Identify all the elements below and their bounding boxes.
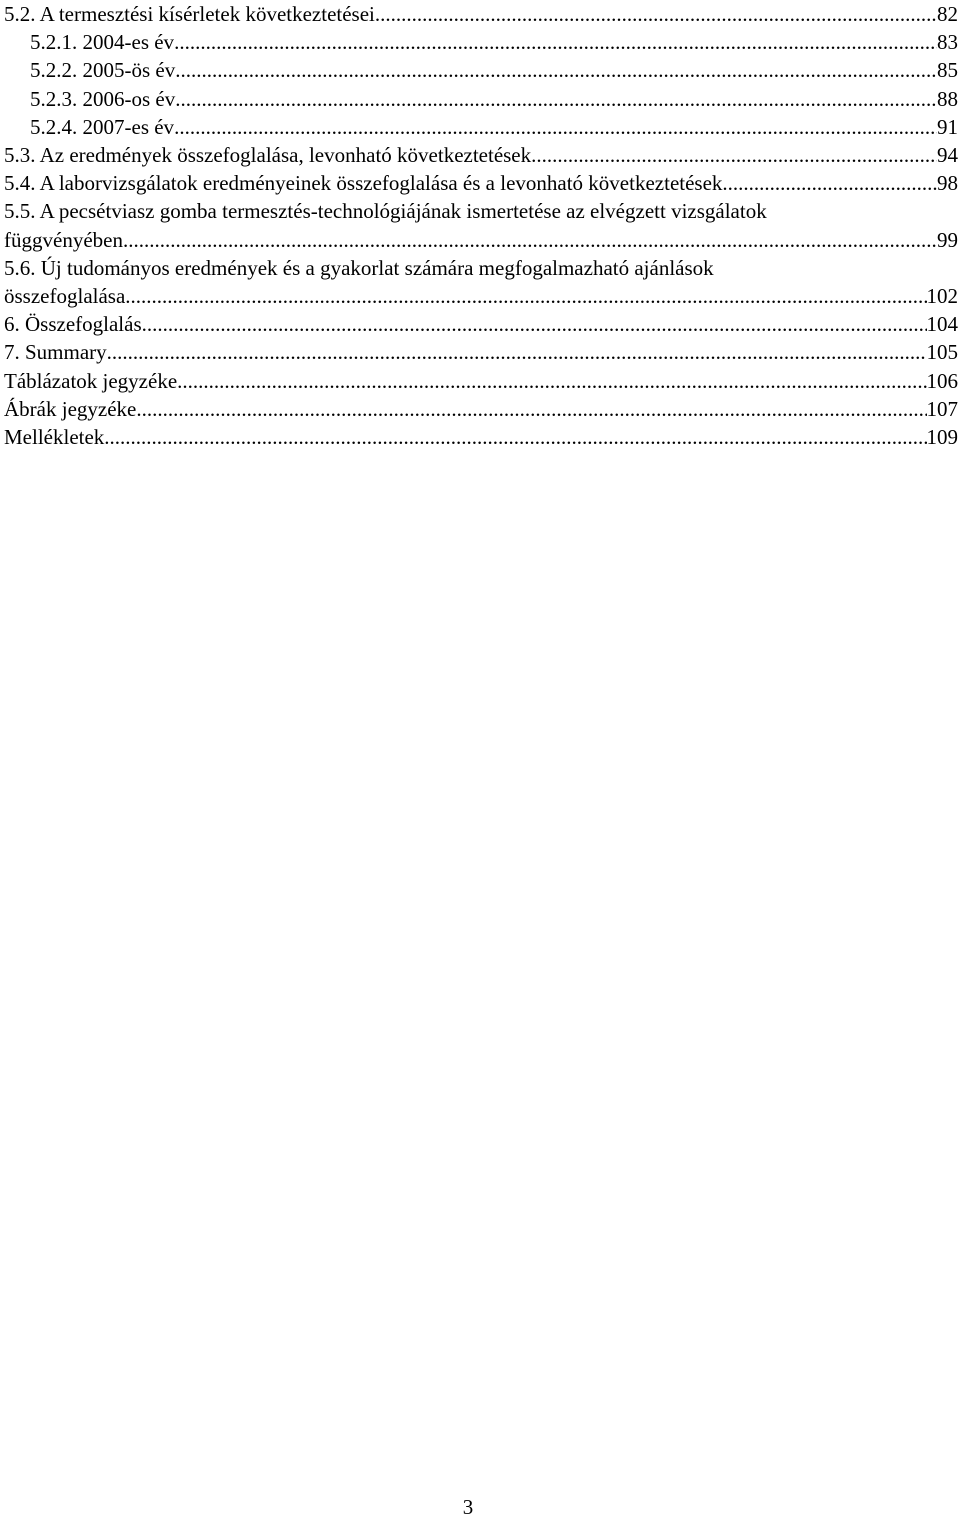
toc-entry-page: 102 [926,284,958,309]
toc-row [4,310,958,338]
toc-row [4,338,958,366]
dot-leader [136,395,926,423]
toc-entry-page: 83 [937,30,958,55]
toc-entry[interactable] [4,85,958,113]
toc-entry-title: 5.2.1. 2004-es év [30,30,175,55]
toc-entry[interactable] [4,0,958,28]
toc-entry-page: 88 [937,86,958,111]
toc-row [4,423,958,451]
dot-leader [177,367,926,395]
dot-leader [175,85,937,113]
dot-leader [142,310,927,338]
dot-leader [123,226,937,254]
toc-row [4,169,958,197]
page-number: 3 [462,1495,474,1519]
toc-entry-title: 5.2.4. 2007-es év [30,114,175,139]
toc-entry-first-line: 5.6. Új tudományos eredmények és a gyakorlat számára megfogalmazható ajánlások [4,255,714,280]
table-of-contents [4,0,958,451]
toc-entry-page: 104 [926,312,958,337]
toc-entry[interactable] [4,338,958,366]
dot-leader [531,141,937,169]
toc-entry-page: 107 [926,396,958,421]
dot-leader [174,113,937,141]
dot-leader [107,338,927,366]
toc-entry-page: 91 [937,114,958,139]
toc-entry[interactable] [4,310,958,338]
toc-entry-page: 98 [937,171,958,196]
dot-leader [174,28,937,56]
toc-entry-title: 5.2.2. 2005-ös év [30,58,176,83]
dot-leader [175,56,937,84]
toc-entry[interactable] [4,56,958,84]
toc-entry[interactable] [4,169,958,197]
toc-entry-title: 5.3. Az eredmények összefoglalása, levonható következtetések [4,143,532,168]
toc-entry-title: Táblázatok jegyzéke [4,368,178,393]
toc-entry-page: 85 [937,58,958,83]
toc-entry-page: 99 [937,227,958,252]
toc-entry-page: 82 [937,2,958,26]
toc-entry-title: Mellékletek [4,425,105,450]
toc-entry-title: 6. Összefoglalás [4,312,142,337]
toc-row [4,282,958,310]
toc-entry-page: 109 [926,425,958,450]
toc-row [30,113,958,141]
toc-row [4,0,958,28]
toc-entry-title: összefoglalása [4,284,126,309]
toc-entry-page: 94 [937,143,958,168]
toc-entry[interactable] [4,141,958,169]
toc-row [4,141,958,169]
toc-entry[interactable] [4,113,958,141]
toc-entry[interactable] [4,197,958,253]
dot-leader [104,423,926,451]
toc-row [30,28,958,56]
toc-entry-first-line: 5.5. A pecsétviasz gomba termesztés-technológiájának ismertetése az elvégzett vizsgálatok [4,199,767,224]
dot-leader [722,169,937,197]
toc-entry[interactable] [4,423,958,451]
toc-entry[interactable] [4,367,958,395]
toc-entry-title: Ábrák jegyzéke [4,396,137,421]
toc-entry-title: 5.2.3. 2006-os év [30,86,176,111]
toc-row [4,226,958,254]
toc-entry-title: függvényében [4,227,123,252]
toc-entry-title: 5.2. A termesztési kísérletek következtetései [4,2,375,26]
toc-entry-title: 5.4. A laborvizsgálatok eredményeinek összefoglalása és a levonható következtetések [4,171,723,196]
toc-entry[interactable] [4,254,958,310]
toc-row [4,395,958,423]
toc-entry[interactable] [4,28,958,56]
toc-row [30,85,958,113]
toc-entry[interactable] [4,395,958,423]
toc-entry-title: 7. Summary [4,340,107,365]
dot-leader [125,282,926,310]
toc-entry-page: 106 [926,368,958,393]
toc-row [30,56,958,84]
toc-row [4,367,958,395]
dot-leader [375,0,937,28]
toc-entry-page: 105 [926,340,958,365]
